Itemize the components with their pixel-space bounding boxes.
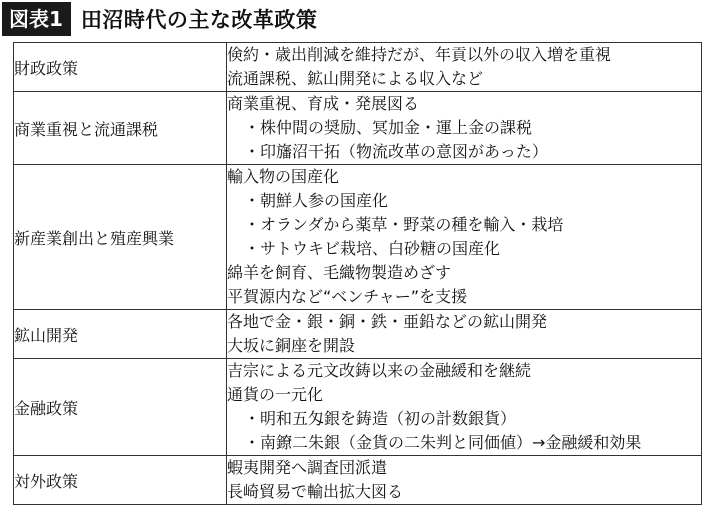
policy-item: 綿羊を飼育、毛織物製造めざす: [227, 263, 452, 282]
policy-sub-item: ・印旛沼干拓（物流改革の意図があった）: [244, 142, 548, 161]
policy-category: 金融政策: [14, 398, 79, 418]
policy-sub-item: ・南鐐二朱銀（金貨の二朱判と同価値）→金融緩和効果: [244, 433, 642, 452]
policy-category-cell: [14, 43, 227, 92]
policy-sub-item: ・サトウキビ栽培、白砂糖の国産化: [244, 239, 501, 258]
policy-category: 鉱山開発: [14, 325, 79, 345]
policy-item: 商業重視、育成・発展図る: [227, 94, 420, 113]
policy-category: 対外政策: [14, 471, 79, 491]
policy-item: 倹約・歳出削減を維持だが、年貢以外の収入増を重視: [227, 45, 612, 64]
policy-item: 通貨の一元化: [227, 385, 324, 404]
policy-category: 財政政策: [14, 58, 79, 78]
policy-description-cell: [227, 165, 702, 310]
figure-number-badge: 図表1: [2, 2, 71, 36]
policy-item: 蝦夷開発へ調査団派遣: [227, 458, 388, 477]
figure-title: 田沼時代の主な改革政策: [80, 8, 318, 32]
policy-category-cell: [14, 456, 227, 505]
policy-category-cell: [14, 359, 227, 456]
table-row: [14, 359, 702, 456]
table-row: [14, 92, 702, 165]
table-row: [14, 165, 702, 310]
policy-table-body: [14, 43, 702, 505]
policy-item: 大坂に銅座を開設: [227, 336, 356, 355]
policy-description-cell: [227, 43, 702, 92]
policy-description-cell: [227, 456, 702, 505]
policy-sub-item: ・朝鮮人参の国産化: [244, 191, 389, 210]
policy-category-cell: [14, 310, 227, 359]
policy-sub-item: ・明和五匁銀を鋳造（初の計数銀貨）: [244, 409, 517, 428]
policy-item: 長崎貿易で輸出拡大図る: [227, 482, 404, 501]
policy-description-cell: [227, 310, 702, 359]
policy-category: 新産業創出と殖産興業: [14, 228, 175, 248]
table-row: [14, 43, 702, 92]
policy-category-cell: [14, 92, 227, 165]
policy-category: 商業重視と流通課税: [14, 119, 159, 139]
policy-item: 平賀源内など“ベンチャー”を支援: [227, 287, 468, 306]
figure-header: [0, 0, 710, 38]
policy-sub-item: ・株仲間の奨励、冥加金・運上金の課税: [244, 118, 533, 137]
policy-item: 各地で金・銀・銅・鉄・亜鉛などの鉱山開発: [227, 312, 548, 331]
policy-item: 輸入物の国産化: [227, 167, 340, 186]
policy-category-cell: [14, 165, 227, 310]
policy-item: 吉宗による元文改鋳以来の金融緩和を継続: [227, 361, 532, 380]
policy-sub-item: ・オランダから薬草・野菜の種を輸入・栽培: [244, 215, 564, 234]
policy-item: 流通課税、鉱山開発による収入など: [227, 69, 484, 88]
policy-description-cell: [227, 92, 702, 165]
table-row: [14, 310, 702, 359]
table-row: [14, 456, 702, 505]
policy-description-cell: [227, 359, 702, 456]
policy-table: [13, 42, 702, 505]
